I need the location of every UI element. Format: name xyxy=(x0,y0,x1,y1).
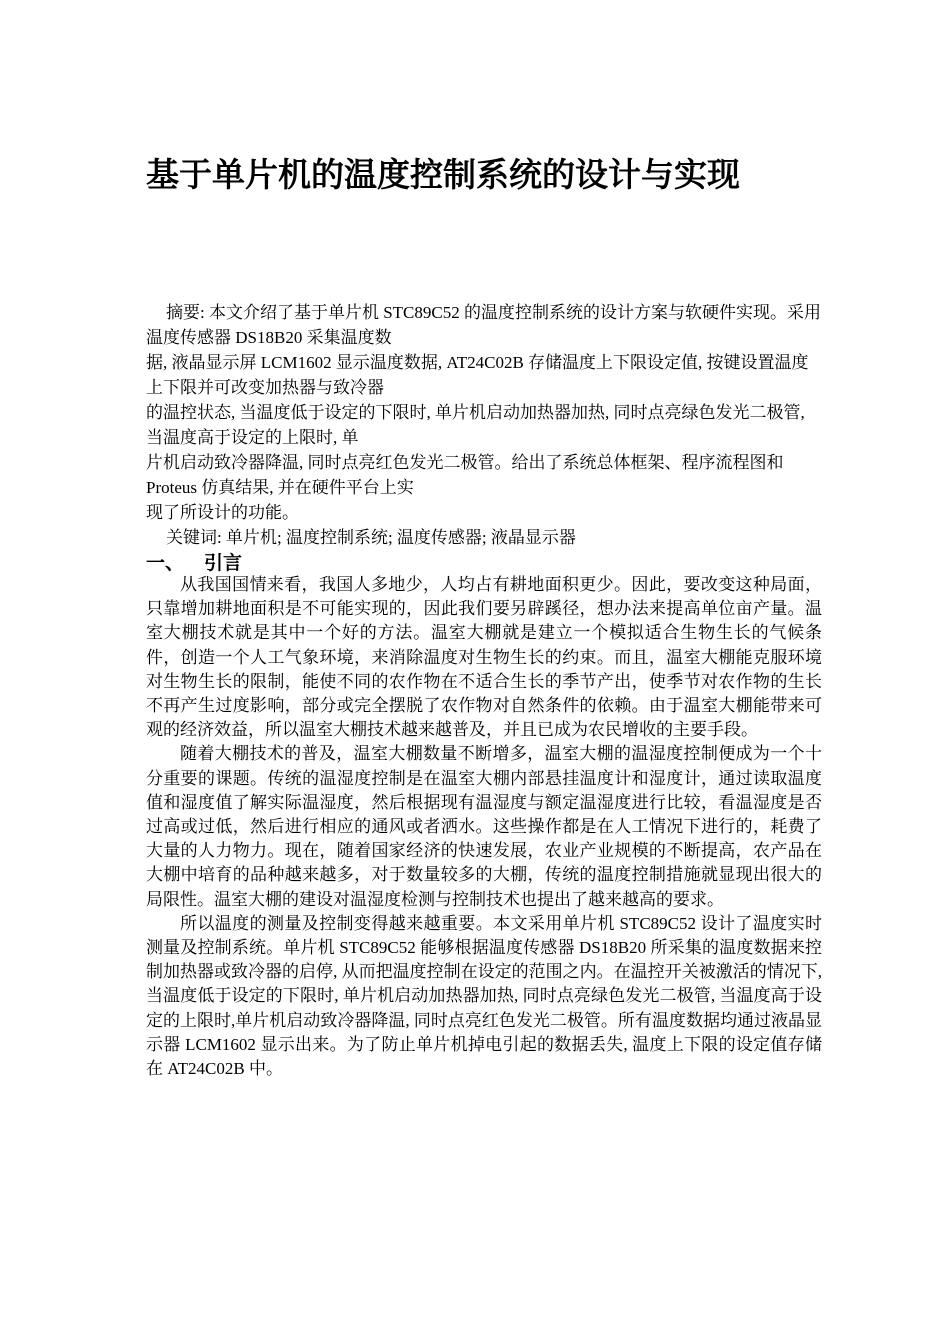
body-paragraph: 从我国国情来看，我国人多地少，人均占有耕地面积更少。因此，要改变这种局面，只靠增加耕地面积是不可能实现的，因此我们要另辟蹊径，想办法来提高单位亩产量。温室大棚技术就是其中一个好的方法。温室大棚就是建立一个模拟适合生物生长的气候条件，创造一个人工气象环境，来消除温度对生物生长的约束。而且，温室大棚能克服环境对生物生长的限制，能使不同的农作物在不适合生长的季节产出，使季节对农作物的生长不再产生过度影响，部分或完全摆脱了农作物对自然条件的依赖。由于温室大棚能带来可观的经济效益，所以温室大棚技术越来越普及，并且已成为农民增收的主要手段。 xyxy=(146,575,822,740)
abstract-block xyxy=(146,300,822,550)
abstract-line: 摘要: 本文介绍了基于单片机 STC89C52 的温度控制系统的设计方案与软硬件实现。采用温度传感器 DS18B20 采集温度数 xyxy=(146,303,821,347)
abstract-line: 的温控状态, 当温度低于设定的下限时, 单片机启动加热器加热, 同时点亮绿色发光二极管, 当温度高于设定的上限时, 单 xyxy=(146,403,805,447)
introduction-body xyxy=(146,573,822,1081)
document-title: 基于单片机的温度控制系统的设计与实现 xyxy=(146,155,740,194)
body-paragraph: 随着大棚技术的普及，温室大棚数量不断增多，温室大棚的温湿度控制便成为一个十分重要的课题。传统的温湿度控制是在温室大棚内部悬挂温度计和湿度计，通过读取温度值和湿度值了解实际温湿度，然后根据现有温湿度与额定温湿度进行比较，看温湿度是否过高或过低，然后进行相应的通风或者洒水。这些操作都是在人工情况下进行的，耗费了大量的人力物力。现在，随着国家经济的快速发展，农业产业规模的不断提高，农产品在大棚中培育的品种越来越多，对于数量较多的大棚，传统的温度控制措施就显现出很大的局限性。温室大棚的建设对温湿度检测与控制技术也提出了越来越高的要求。 xyxy=(146,744,822,909)
section-title: 引言 xyxy=(204,552,243,574)
abstract-line: 片机启动致冷器降温, 同时点亮红色发光二极管。给出了系统总体框架、程序流程图和 Proteus 仿真结果, 并在硬件平台上实 xyxy=(146,453,784,497)
abstract-line: 据, 液晶显示屏 LCM1602 显示温度数据, AT24C02B 存储温度上下限设定值, 按键设置温度上下限并可改变加热器与致冷器 xyxy=(146,353,809,397)
abstract-line: 现了所设计的功能。 xyxy=(146,503,299,522)
keywords-line: 关键词: 单片机; 温度控制系统; 温度传感器; 液晶显示器 xyxy=(166,528,576,547)
body-paragraph: 所以温度的测量及控制变得越来越重要。本文采用单片机 STC89C52 设计了温度实时测量及控制系统。单片机 STC89C52 能够根据温度传感器 DS18B20 所采集的温度数据来控制加热器或致冷器的启停, 从而把温度控制在设定的范围之内。在温控开关被激活的情况下, 当温度低于设定的下限时, 单片机启动加热器加热, 同时点亮绿色发光二极管, 当温度高于设定的上限时,单片机启动致冷器降温, 同时点亮红色发光二极管。所有温度数据均通过液晶显示器 LCM1602 显示出来。为了防止单片机掉电引起的数据丢失, 温度上下限的设定值存储在 AT24C02B 中。 xyxy=(146,913,822,1079)
section-number: 一、 xyxy=(146,552,185,574)
